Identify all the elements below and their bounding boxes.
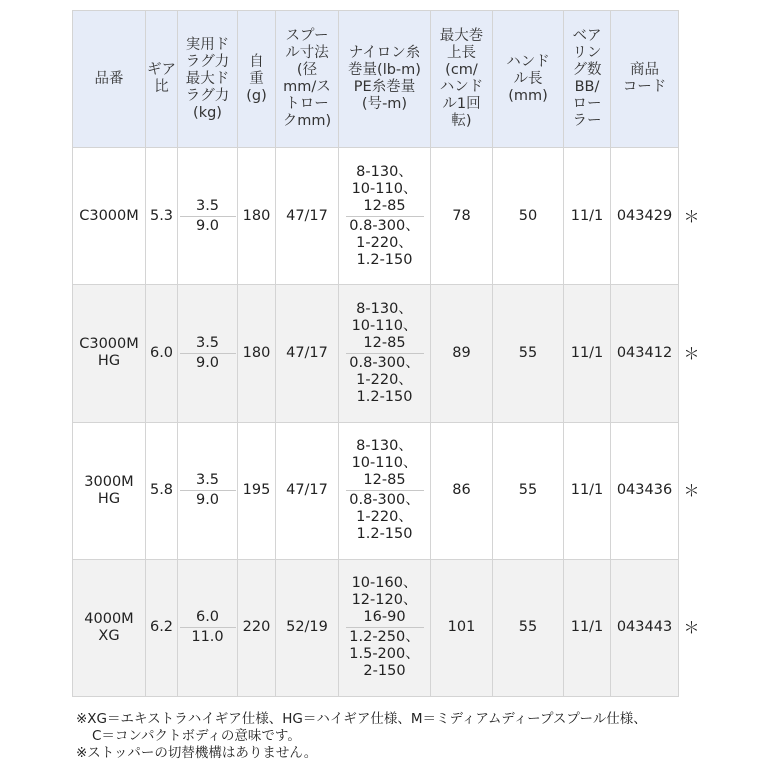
pe-capacity: 2-150 — [363, 663, 406, 680]
product-code: 043412 — [616, 344, 673, 361]
header-line: グ数 — [572, 62, 602, 78]
header-line: ナイロン糸 — [348, 45, 421, 61]
drag-stack — [179, 198, 236, 235]
nylon-capacity: 8-130、 — [356, 438, 413, 455]
asterisk-mark: ＊ — [683, 481, 700, 501]
mark-cell — [679, 148, 705, 285]
cell-divider — [346, 353, 424, 354]
cell-divider — [346, 627, 424, 628]
handle-value: 55 — [518, 344, 538, 361]
header-line: ル寸法 — [285, 45, 329, 61]
table-row — [73, 148, 705, 285]
bearing-cell — [564, 148, 611, 285]
nylon-capacity: 10-160、 — [351, 575, 418, 592]
spool-value: 47/17 — [286, 482, 328, 499]
cell-divider — [180, 353, 236, 354]
retrieve-cell — [431, 559, 493, 696]
header-bearing — [564, 11, 611, 148]
header-drag — [178, 11, 238, 148]
pe-capacity: 1.2-150 — [356, 388, 413, 405]
gear-ratio-value: 5.8 — [149, 482, 174, 499]
bearing-value: 11/1 — [570, 207, 604, 224]
bearing-cell — [564, 559, 611, 696]
retrieve-cell — [431, 422, 493, 559]
gear-ratio-cell — [146, 148, 178, 285]
line-capacity-stack — [340, 438, 429, 543]
nylon-capacity: 10-110、 — [351, 455, 418, 472]
spool-value: 52/19 — [286, 619, 328, 636]
header-line: ハンド — [506, 53, 550, 70]
drag-cell — [178, 285, 238, 422]
bearing-value: 11/1 — [570, 482, 604, 499]
header-line: リン — [572, 45, 602, 61]
drag-max-value: 9.0 — [195, 217, 220, 234]
weight-value: 180 — [242, 207, 271, 224]
pe-capacity: 1-220、 — [356, 234, 413, 251]
header-line: トロー — [285, 96, 329, 112]
header-line: ベア — [572, 28, 602, 44]
spec-body — [73, 148, 705, 697]
gear-ratio-value: 6.0 — [149, 344, 174, 361]
model-cell — [73, 422, 146, 559]
gear-ratio-value: 6.2 — [149, 619, 174, 636]
handle-cell — [493, 559, 564, 696]
gear-ratio-cell — [146, 422, 178, 559]
header-line: ル1回 — [442, 96, 481, 112]
footnote-1: ※XG＝エキストラハイギア仕様、HG＝ハイギア仕様、M＝ミディアムディープスプール仕様、 — [76, 711, 647, 727]
drag-practical-value: 3.5 — [195, 197, 220, 214]
model-name: C3000M — [79, 336, 139, 353]
header-line: 商品 — [630, 62, 659, 78]
code-cell — [611, 559, 679, 696]
pe-capacity: 1.2-150 — [356, 251, 413, 268]
product-code: 043429 — [616, 207, 673, 224]
table-row — [73, 422, 705, 559]
header-line: PE糸巻量 — [353, 79, 416, 95]
nylon-capacity: 16-90 — [363, 609, 406, 626]
handle-value: 50 — [518, 207, 538, 224]
model-name: 3000M — [84, 473, 134, 490]
header-line: 重 — [249, 70, 264, 87]
line-capacity-cell — [339, 148, 431, 285]
cell-divider — [346, 490, 424, 491]
line-capacity-stack — [340, 164, 429, 269]
retrieve-value: 78 — [452, 207, 471, 224]
drag-cell — [178, 422, 238, 559]
header-line: ラグ力 — [185, 53, 230, 70]
pe-capacity: 0.8-300、 — [349, 217, 420, 234]
spool-cell — [276, 559, 339, 696]
header-line: 転) — [451, 113, 472, 129]
spool-value: 47/17 — [286, 207, 328, 224]
handle-value: 55 — [518, 482, 538, 499]
code-cell — [611, 148, 679, 285]
nylon-capacity: 12-85 — [363, 472, 406, 489]
model-cell — [73, 148, 146, 285]
nylon-capacity: 8-130、 — [356, 163, 413, 180]
footnotes — [76, 711, 766, 762]
model-name: HG — [97, 490, 121, 507]
model-cell — [73, 285, 146, 422]
header-line: 自 — [249, 53, 264, 70]
spec-table — [72, 10, 705, 697]
header-line: (径 — [296, 62, 318, 78]
pe-capacity: 1-220、 — [356, 509, 413, 526]
handle-cell — [493, 422, 564, 559]
weight-cell — [238, 422, 276, 559]
pe-capacity: 1.5-200、 — [349, 646, 420, 663]
retrieve-cell — [431, 148, 493, 285]
asterisk-mark: ＊ — [683, 343, 700, 363]
drag-max-value: 9.0 — [195, 354, 220, 371]
model-name: HG — [97, 353, 121, 370]
bearing-cell — [564, 285, 611, 422]
cell-divider — [180, 216, 236, 217]
footnote-2: C＝コンパクトボディの意味です。 — [92, 728, 301, 744]
header-retrieve — [431, 11, 493, 148]
header-line: クmm) — [282, 113, 332, 129]
asterisk-mark: ＊ — [683, 206, 700, 226]
line-capacity-cell — [339, 285, 431, 422]
nylon-capacity: 8-130、 — [356, 300, 413, 317]
model-cell — [73, 559, 146, 696]
line-capacity-stack — [340, 575, 429, 680]
drag-cell — [178, 148, 238, 285]
cell-divider — [180, 627, 236, 628]
header-line: 上長 — [447, 45, 476, 61]
weight-cell — [238, 148, 276, 285]
retrieve-value: 101 — [447, 619, 476, 636]
cell-divider — [180, 490, 236, 491]
header-line: 比 — [154, 79, 169, 95]
header-line: (cm/ — [445, 62, 478, 78]
pe-capacity: 0.8-300、 — [349, 492, 420, 509]
gear-ratio-cell — [146, 285, 178, 422]
weight-cell — [238, 285, 276, 422]
header-line: 最大巻 — [439, 28, 484, 44]
weight-value: 195 — [242, 482, 271, 499]
header-line: mm/ス — [283, 79, 331, 95]
header-row — [73, 11, 705, 148]
header-line: スプー — [285, 28, 329, 44]
code-cell — [611, 285, 679, 422]
drag-stack — [179, 335, 236, 372]
header-line-capacity — [339, 11, 431, 148]
footnote-3: ※ストッパーの切替機構はありません。 — [76, 745, 318, 761]
header-blank — [679, 11, 705, 148]
header-spool — [276, 11, 339, 148]
table-row — [73, 285, 705, 422]
mark-cell — [679, 285, 705, 422]
gear-ratio-value: 5.3 — [149, 207, 174, 224]
drag-stack — [179, 472, 236, 509]
spool-cell — [276, 285, 339, 422]
spool-cell — [276, 148, 339, 285]
header-line: 最大ド — [185, 70, 230, 87]
drag-practical-value: 6.0 — [195, 609, 220, 626]
table-row — [73, 559, 705, 696]
handle-value: 55 — [518, 619, 538, 636]
weight-cell — [238, 559, 276, 696]
header-line: (g) — [246, 87, 267, 104]
drag-cell — [178, 559, 238, 696]
line-capacity-stack — [340, 301, 429, 406]
header-line: ラー — [572, 113, 602, 129]
header-gear-ratio — [146, 11, 178, 148]
retrieve-value: 89 — [452, 344, 471, 361]
product-code: 043443 — [616, 619, 673, 636]
gear-ratio-cell — [146, 559, 178, 696]
pe-capacity: 1.2-150 — [356, 526, 413, 543]
bearing-value: 11/1 — [570, 344, 604, 361]
model-name: XG — [98, 627, 120, 644]
header-code — [611, 11, 679, 148]
header-line: ル長 — [513, 70, 543, 87]
code-cell — [611, 422, 679, 559]
weight-value: 220 — [242, 619, 271, 636]
header-line: (mm) — [508, 87, 548, 104]
nylon-capacity: 12-120、 — [351, 592, 418, 609]
bearing-cell — [564, 422, 611, 559]
header-line: ハンド — [439, 79, 484, 95]
cell-divider — [346, 216, 424, 217]
model-name: 4000M — [84, 610, 134, 627]
pe-capacity: 0.8-300、 — [349, 354, 420, 371]
handle-cell — [493, 148, 564, 285]
header-line: 巻量(lb-m) — [348, 62, 421, 78]
retrieve-cell — [431, 285, 493, 422]
drag-practical-value: 3.5 — [195, 334, 220, 351]
product-code: 043436 — [616, 482, 673, 499]
handle-cell — [493, 285, 564, 422]
header-model: 品番 — [73, 11, 146, 148]
header-line: ラグ力 — [185, 87, 230, 104]
spool-cell — [276, 422, 339, 559]
drag-stack — [179, 609, 236, 646]
bearing-value: 11/1 — [570, 619, 604, 636]
mark-cell — [679, 559, 705, 696]
nylon-capacity: 12-85 — [363, 334, 406, 351]
line-capacity-cell — [339, 422, 431, 559]
header-line: ロー — [572, 96, 602, 112]
drag-max-value: 9.0 — [195, 492, 220, 509]
mark-cell — [679, 422, 705, 559]
model-name: C3000M — [79, 207, 139, 224]
nylon-capacity: 10-110、 — [351, 317, 418, 334]
retrieve-value: 86 — [452, 482, 471, 499]
line-capacity-cell — [339, 559, 431, 696]
header-line: ギア — [147, 62, 176, 78]
nylon-capacity: 12-85 — [363, 197, 406, 214]
spool-value: 47/17 — [286, 344, 328, 361]
header-line: BB/ — [574, 79, 600, 95]
pe-capacity: 1.2-250、 — [349, 629, 420, 646]
nylon-capacity: 10-110、 — [351, 180, 418, 197]
weight-value: 180 — [242, 344, 271, 361]
drag-practical-value: 3.5 — [195, 472, 220, 489]
header-handle — [493, 11, 564, 148]
drag-max-value: 11.0 — [191, 629, 224, 646]
header-line: (号-m) — [361, 96, 408, 112]
header-line: コード — [622, 79, 667, 95]
asterisk-mark: ＊ — [683, 618, 700, 638]
header-line: 実用ド — [185, 36, 230, 53]
header-line: (kg) — [193, 104, 222, 121]
pe-capacity: 1-220、 — [356, 371, 413, 388]
header-weight — [238, 11, 276, 148]
